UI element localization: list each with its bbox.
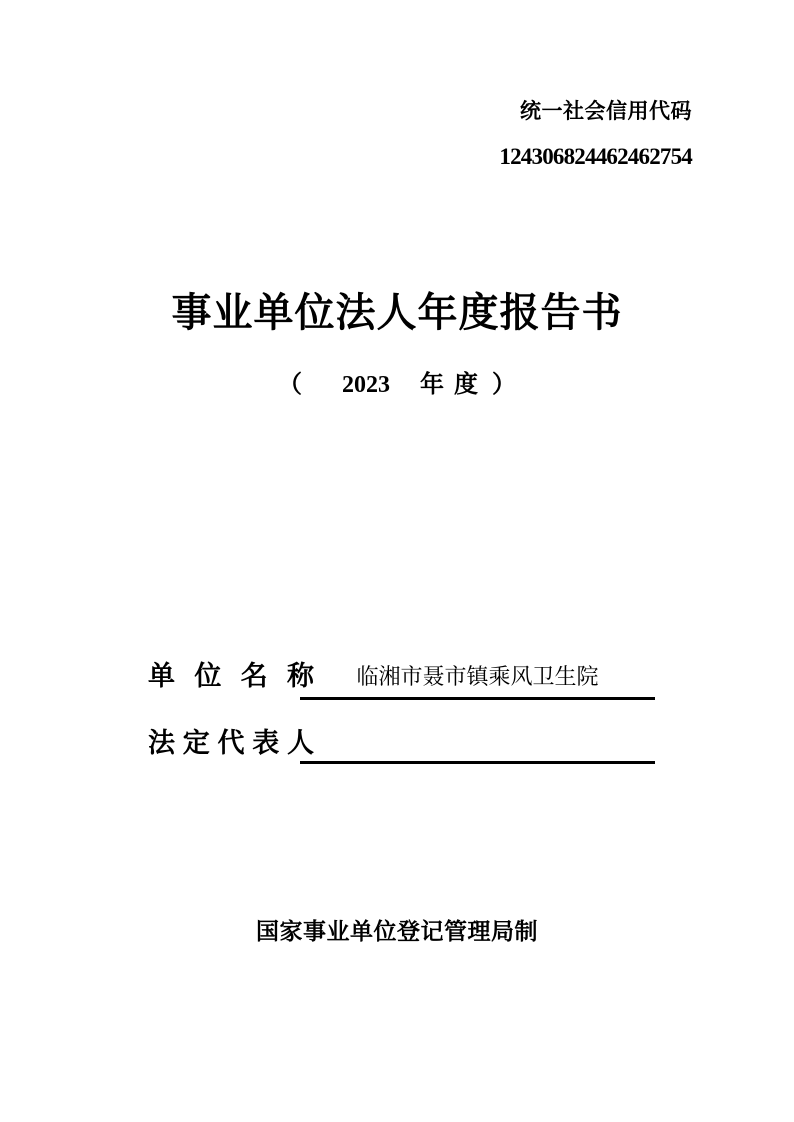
credit-code-label: 统一社会信用代码 [520,99,692,123]
unit-name-label: 单位名称 [148,661,314,691]
legal-representative-underline [300,761,655,764]
report-year-line [0,372,794,398]
issuing-authority: 国家事业单位登记管理局制 [256,919,538,944]
unit-name-value: 临湘市聂市镇乘风卫生院 [356,664,599,689]
unit-name-underline [300,697,655,700]
report-year: 2023 [342,372,390,398]
open-paren: （ [278,372,302,398]
credit-code-block [499,100,692,169]
legal-representative-label: 法定代表人 [148,728,314,758]
year-label: 年度 [420,372,488,398]
close-paren: ） [492,372,516,398]
credit-code-value: 124306824462462754 [499,144,692,170]
page-title: 事业单位法人年度报告书 [171,291,623,335]
